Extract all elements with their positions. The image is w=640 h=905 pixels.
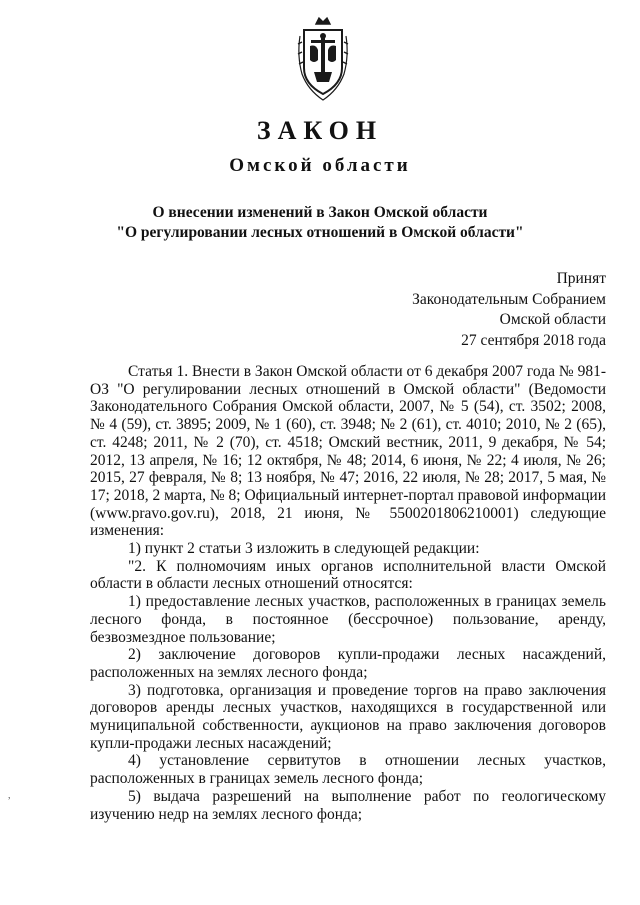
adoption-line: Принят [556, 270, 606, 287]
body-paragraph: 1) предоставление лесных участков, расположенных в границах земель лесного фонда, в постоянное (бессрочное) пользование, аренду, безвозмездное пользование; [90, 593, 606, 646]
subject-line: "О регулировании лесных отношений в Омской области" [116, 224, 524, 241]
body-paragraph: 2) заключение договоров купли-продажи лесных насаждений, расположенных на землях лесного фонда; [90, 646, 606, 681]
coat-of-arms-emblem [296, 16, 350, 102]
body-paragraph: 3) подготовка, организация и проведение торгов на право заключения договоров аренды лесных участков, находящихся в государственной или муниципальной собственности, аукционов на право заключения договоров купли-продажи лесных насаждений; [90, 681, 606, 752]
adoption-line: Законодательным Собранием [412, 290, 606, 308]
scan-mark: , [8, 790, 11, 801]
adoption-date: 27 сентября 2018 года [461, 331, 606, 349]
adoption-block [412, 269, 606, 351]
law-subject [0, 203, 640, 243]
adoption-line: Омской области [499, 311, 606, 328]
law-body [90, 363, 606, 823]
subject-line: О внесении изменений в Закон Омской области [152, 204, 488, 221]
law-title: ЗАКОН [256, 116, 384, 145]
body-paragraph: 1) пункт 2 статьи 3 изложить в следующей редакции: [128, 540, 480, 558]
body-paragraph: 4) установление сервитутов в отношении лесных участков, расположенных в границах земель лесного фонда; [90, 752, 606, 788]
body-paragraph: Статья 1. Внести в Закон Омской области от 6 декабря 2007 года № 981-ОЗ "О регулировании лесных отношений в Омской области" (Ведомости Законодательного Собрания Омской области, 2007, № 5 (54), ст. 3502; 2008, № 4 (59), ст. 3895; 2009, № 1 (60), ст. 3948; № 2 (61), ст. 4010; 2010, № 2 (65), ст. 4248; 2011, № 2 (70), ст. 4518; Омский вестник, 2011, 9 декабря, № 54; 2012, 13 апреля, № 16; 12 октября, № 48; 2014, 6 июня, № 22; 4 июля, № 26; 2015, 27 февраля, № 8; 13 ноября, № 47; 2016, 22 июля, № 28; 2017, 5 мая, № 17; 2018, 2 марта, № 8; Официальный интернет-портал правовой информации (www.pravo.gov.ru), 2018, 21 июня, № 5500201806210001) следующие изменения: [90, 363, 606, 540]
law-region: Омской области [229, 155, 411, 176]
body-paragraph: 5) выдача разрешений на выполнение работ по геологическому изучению недр на землях лесного фонда; [90, 787, 606, 823]
body-paragraph: "2. К полномочиям иных органов исполнительной власти Омской области в области лесных отношений относятся: [90, 557, 606, 593]
